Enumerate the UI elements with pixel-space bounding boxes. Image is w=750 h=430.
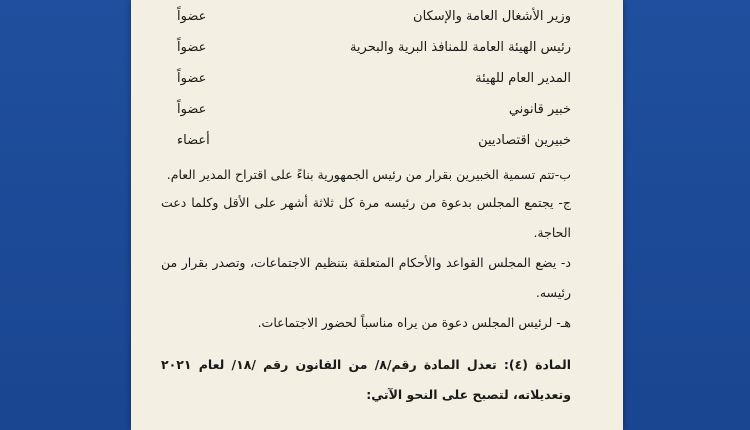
member-role: أعضاء bbox=[177, 133, 210, 148]
clause-c: ج- يجتمع المجلس بدعوة من رئيسه مرة كل ثلاثة أشهر على الأقل وكلما دعت الحاجة. bbox=[161, 195, 571, 240]
member-name: خبير قانوني bbox=[508, 102, 571, 117]
member-row bbox=[131, 37, 623, 61]
clause-d: د- يضع المجلس القواعد والأحكام المتعلقة بتنظيم الاجتماعات، وتصدر بقرار من رئيسه. bbox=[161, 255, 571, 300]
member-name: وزير الأشغال العامة والإسكان bbox=[413, 9, 571, 24]
member-name: خبيرين اقتصاديين bbox=[478, 133, 571, 148]
clause-b: ب-تتم تسمية الخبيرين بقرار من رئيس الجمهورية بناءً على اقتراح المدير العام. bbox=[166, 167, 571, 182]
article-4: المادة (٤): تعدل المادة رقم/٨/ من القانون رقم /١٨/ لعام ٢٠٢١ وتعديلاته، لتصبح على النحو الآتي: bbox=[161, 357, 571, 402]
member-row bbox=[131, 6, 623, 30]
member-role: عضواً bbox=[177, 40, 207, 55]
member-row bbox=[131, 68, 623, 92]
member-name: رئيس الهيئة العامة للمنافذ البرية والبحرية bbox=[349, 40, 571, 55]
member-role: عضواً bbox=[177, 9, 207, 24]
member-role: عضواً bbox=[177, 102, 207, 117]
member-role: عضواً bbox=[177, 71, 207, 86]
document-page bbox=[131, 0, 623, 430]
clause-e: هـ- لرئيس المجلس دعوة من يراه مناسباً لحضور الاجتماعات. bbox=[257, 315, 571, 330]
member-name: المدير العام للهيئة bbox=[475, 71, 571, 86]
member-row bbox=[131, 130, 623, 154]
member-row bbox=[131, 99, 623, 123]
